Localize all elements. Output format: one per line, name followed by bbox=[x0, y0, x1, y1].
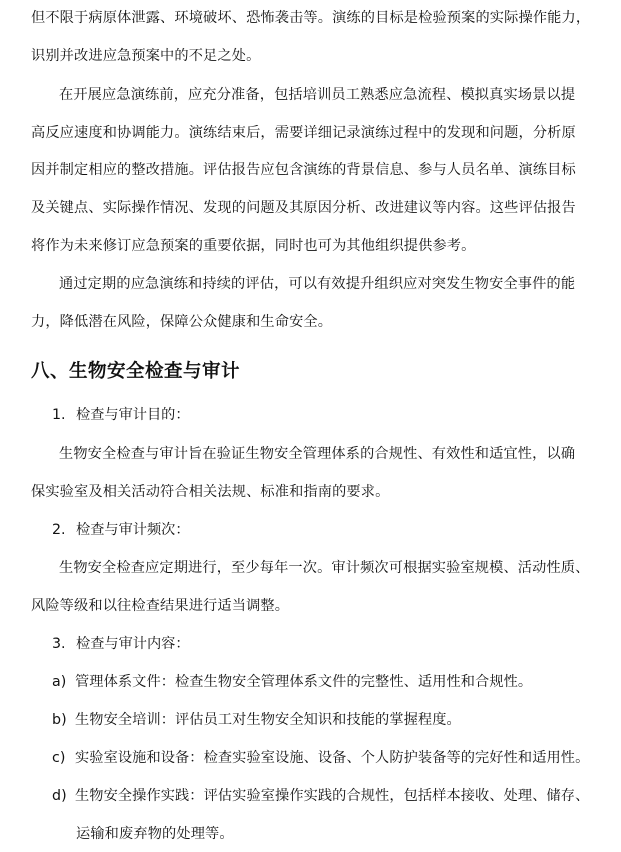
text-line: 但不限于病原体泄露、环境破坏、恐怖袭击等。演练的目标是检验预案的实际操作能力， bbox=[31, 10, 591, 26]
text-line: 将作为未来修订应急预案的重要依据，同时也可为其他组织提供参考。 bbox=[31, 238, 476, 254]
numbered-item bbox=[52, 405, 190, 425]
text-line: 运输和废弃物的处理等。 bbox=[76, 826, 234, 842]
section-heading: 八、生物安全检查与审计 bbox=[31, 361, 241, 382]
sub-item-text: 生物安全培训：评估员工对生物安全知识和技能的掌握程度。 bbox=[75, 712, 461, 728]
text-line: 因并制定相应的整改措施。评估报告应包含演练的背景信息、参与人员名单、演练目标 bbox=[31, 162, 576, 178]
sub-item-text: 管理体系文件：检查生物安全管理体系文件的完整性、适用性和合规性。 bbox=[75, 674, 533, 690]
sub-item bbox=[52, 786, 589, 806]
sub-item-label: b) bbox=[52, 712, 67, 728]
numbered-item bbox=[52, 634, 190, 654]
sub-item-text: 生物安全操作实践：评估实验室操作实践的合规性，包括样本接收、处理、储存、 bbox=[75, 788, 590, 804]
text-line: 通过定期的应急演练和持续的评估，可以有效提升组织应对突发生物安全事件的能 bbox=[59, 276, 576, 292]
text-line: 力，降低潜在风险，保障公众健康和生命安全。 bbox=[31, 314, 333, 330]
item-title: 检查与审计内容： bbox=[76, 636, 190, 652]
text-line: 保实验室及相关活动符合相关法规、标准和指南的要求。 bbox=[31, 484, 390, 500]
text-line: 及关键点、实际操作情况、发现的问题及其原因分析、改进建议等内容。这些评估报告 bbox=[31, 200, 576, 216]
sub-item bbox=[52, 748, 589, 768]
item-title: 检查与审计目的： bbox=[76, 407, 190, 423]
item-title: 检查与审计频次： bbox=[76, 522, 190, 538]
sub-item-label: c) bbox=[52, 750, 66, 766]
text-line: 识别并改进应急预案中的不足之处。 bbox=[31, 48, 261, 64]
sub-item bbox=[52, 672, 532, 692]
text-line: 生物安全检查与审计旨在验证生物安全管理体系的合规性、有效性和适宜性，以确 bbox=[59, 446, 576, 462]
sub-item-text: 实验室设施和设备：检查实验室设施、设备、个人防护装备等的完好性和适用性。 bbox=[75, 750, 590, 766]
numbered-item bbox=[52, 520, 190, 540]
text-line: 生物安全检查应定期进行，至少每年一次。审计频次可根据实验室规模、活动性质、 bbox=[59, 560, 590, 576]
item-number: 2. bbox=[52, 522, 66, 538]
text-line: 高反应速度和协调能力。演练结束后，需要详细记录演练过程中的发现和问题，分析原 bbox=[31, 125, 576, 141]
text-line: 风险等级和以往检查结果进行适当调整。 bbox=[31, 598, 290, 614]
sub-item bbox=[52, 710, 461, 730]
item-number: 1. bbox=[52, 407, 66, 423]
text-line: 在开展应急演练前，应充分准备，包括培训员工熟悉应急流程、模拟真实场景以提 bbox=[59, 87, 576, 103]
sub-item-label: a) bbox=[52, 674, 67, 690]
sub-item-label: d) bbox=[52, 788, 67, 804]
item-number: 3. bbox=[52, 636, 66, 652]
